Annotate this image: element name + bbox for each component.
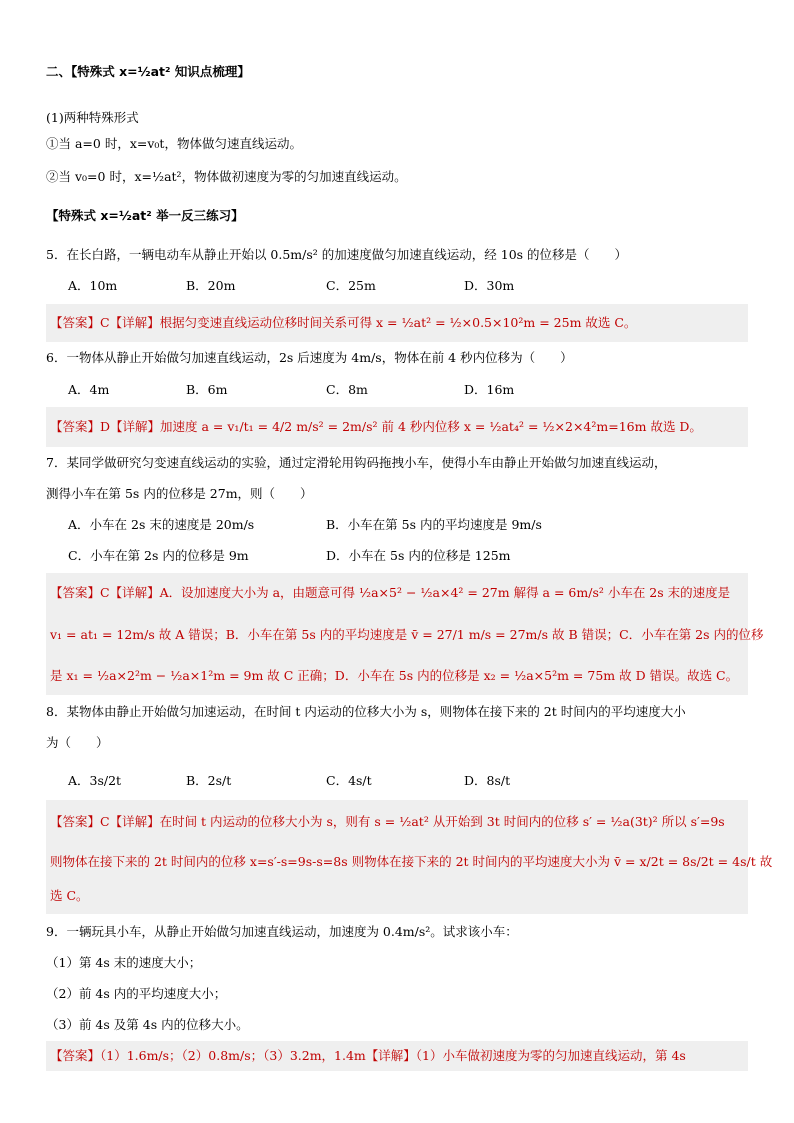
q8-option-d: D．8s/t	[464, 773, 511, 788]
point-2: ②当 v₀=0 时，x=½at²，物体做初速度为零的匀加速直线运动。	[46, 169, 407, 184]
q9-part-1: （1）第 4s 末的速度大小；	[46, 955, 202, 970]
q8-stem-line1: 8．某物体由静止开始做匀加速运动，在时间 t 内运动的位移大小为 s，则物体在接下来的 2t 时间内的平均速度大小	[46, 704, 686, 719]
q8-answer-line1: 【答案】C【详解】在时间 t 内运动的位移大小为 s，则有 s = ½at² 从开始到 3t 时间内的位移 s′ = ½a(3t)² 所以 s′=9s	[50, 814, 725, 829]
point-1: ①当 a=0 时，x=v₀t，物体做匀速直线运动。	[46, 136, 302, 151]
q5-stem: 5．在长白路，一辆电动车从静止开始以 0.5m/s² 的加速度做匀加速直线运动，经 10s 的位移是（ ）	[46, 247, 628, 262]
q9-part-2: （2）前 4s 内的平均速度大小；	[46, 986, 227, 1001]
q7-answer-box	[46, 573, 764, 695]
q9-answer-box	[46, 1041, 748, 1071]
sub-title: (1)两种特殊形式	[46, 110, 139, 125]
q7-answer-line3: 是 x₁ = ½a×2²m − ½a×1²m = 9m 故 C 正确；D．小车在 5s 内的位移是 x₂ = ½a×5²m = 75m 故 D 错误。故选 C。	[50, 668, 739, 683]
q8-option-a: A．3s/2t	[68, 773, 122, 788]
q9-stem: 9．一辆玩具小车，从静止开始做匀加速直线运动，加速度为 0.4m/s²。试求该小车：	[46, 924, 518, 939]
q7-option-a: A．小车在 2s 末的速度是 20m/s	[68, 517, 255, 532]
q6-stem: 6．一物体从静止开始做匀加速直线运动，2s 后速度为 4m/s，物体在前 4 秒内位移为（ ）	[46, 350, 573, 365]
q6-answer-box	[46, 407, 748, 447]
q5-option-c: C．25m	[326, 278, 376, 293]
q7-stem-line2: 测得小车在第 5s 内的位移是 27m，则（ ）	[46, 486, 313, 501]
q7-option-b: B．小车在第 5s 内的平均速度是 9m/s	[326, 517, 542, 532]
q5-answer-box	[46, 304, 748, 342]
q8-answer-line2: 则物体在接下来的 2t 时间内的位移 x=s′-s=9s-s=8s 则物体在接下来的 2t 时间内的平均速度大小为 v̄ = x/2t = 8s/2t = 4s/t 故	[50, 854, 773, 869]
section-title: 二、【特殊式 x=½at² 知识点梳理】	[46, 64, 250, 79]
q8-answer-line3: 选 C。	[50, 888, 89, 903]
practice-title: 【特殊式 x=½at² 举一反三练习】	[46, 208, 244, 223]
q5-option-a: A．10m	[68, 278, 118, 293]
q5-option-d: D．30m	[464, 278, 515, 293]
q8-option-c: C．4s/t	[326, 773, 372, 788]
q9-part-3: （3）前 4s 及第 4s 内的位移大小。	[46, 1017, 249, 1032]
q8-stem-line2: 为（ ）	[46, 735, 109, 750]
q5-answer: 【答案】C【详解】根据匀变速直线运动位移时间关系可得 x = ½at² = ½×0.5×10²m = 25m 故选 C。	[50, 315, 637, 330]
q6-answer: 【答案】D【详解】加速度 a = v₁/t₁ = 4/2 m/s² = 2m/s² 前 4 秒内位移 x = ½at₄² = ½×2×4²m=16m 故选 D。	[50, 419, 702, 434]
q7-option-d: D．小车在 5s 内的位移是 125m	[326, 548, 511, 563]
q5-option-b: B．20m	[186, 278, 236, 293]
q6-option-c: C．8m	[326, 382, 368, 397]
q7-answer-line1: 【答案】C【详解】A．设加速度大小为 a，由题意可得 ½a×5² − ½a×4² = 27m 解得 a = 6m/s² 小车在 2s 末的速度是	[50, 585, 731, 600]
q7-stem-line1: 7．某同学做研究匀变速直线运动的实验，通过定滑轮用钩码拖拽小车，使得小车由静止开始做匀加速直线运动，	[46, 455, 667, 470]
q7-option-c: C．小车在第 2s 内的位移是 9m	[68, 548, 249, 563]
q6-option-a: A．4m	[68, 382, 110, 397]
q7-answer-line2: v₁ = at₁ = 12m/s 故 A 错误；B．小车在第 5s 内的平均速度是 v̄ = 27/1 m/s = 27m/s 故 B 错误；C．小车在第 2s 内的位移	[50, 627, 764, 642]
q6-option-d: D．16m	[464, 382, 515, 397]
q8-answer-box	[46, 800, 773, 914]
q8-option-b: B．2s/t	[186, 773, 232, 788]
q9-answer: 【答案】（1）1.6m/s；（2）0.8m/s；（3）3.2m，1.4m【详解】（1）小车做初速度为零的匀加速直线运动，第 4s	[50, 1048, 686, 1063]
q6-option-b: B．6m	[186, 382, 228, 397]
